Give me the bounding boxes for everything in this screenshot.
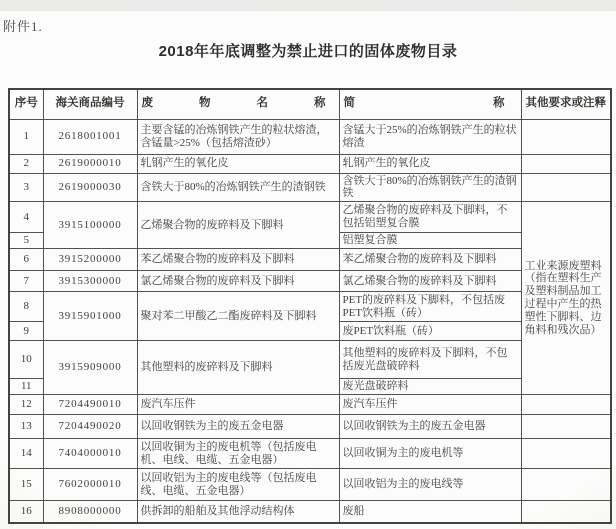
customs-code: 7602000010: [43, 469, 137, 501]
waste-name: 氯乙烯聚合物的废碎料及下脚料: [137, 271, 339, 292]
waste-name: 轧钢产生的氧化皮: [137, 154, 339, 173]
row-no: 4: [9, 202, 43, 233]
row-no: 16: [9, 501, 43, 523]
short-name: 废船: [339, 501, 521, 523]
table-row: [9, 271, 611, 292]
table-row: [9, 415, 611, 439]
header-waste-name: 废 物 名 称: [137, 89, 339, 119]
row-no: 8: [9, 292, 43, 322]
table-row: [9, 341, 611, 379]
customs-code: 2619000030: [43, 173, 137, 202]
row-no: 11: [9, 379, 43, 395]
table-row: [9, 202, 611, 233]
short-name: 轧钢产生的氧化皮: [339, 154, 521, 173]
customs-code: 3915300000: [43, 271, 137, 292]
short-name: 废光盘破碎料: [339, 379, 521, 395]
waste-name: 乙烯聚合物的废碎料及下脚料: [137, 202, 339, 249]
short-name: 含铁大于80%的冶炼钢铁产生的渣钢铁: [339, 173, 521, 202]
customs-code: 3915901000: [43, 292, 137, 341]
customs-code: 3915100000: [43, 202, 137, 249]
short-name: PET的废碎料及下脚料，不包括废PET饮料瓶（砖）: [339, 292, 521, 322]
waste-name: 含铁大于80%的冶炼钢铁产生的渣钢铁: [137, 173, 339, 202]
short-name: 以回收铝为主的废电线等: [339, 469, 521, 501]
row-no: 12: [9, 395, 43, 415]
short-name: 乙烯聚合物的废碎料及下脚料，不包括铝塑复合膜: [339, 202, 521, 233]
short-name: 含锰大于25%的冶炼钢铁产生的粒状熔渣: [339, 119, 521, 154]
short-name: 废汽车压件: [339, 395, 521, 415]
short-name: 铝塑复合膜: [339, 233, 521, 249]
table-row: [9, 501, 611, 523]
table-row: [9, 439, 611, 469]
waste-name: 以回收钢铁为主的废五金电器: [137, 415, 339, 439]
customs-code: 3915909000: [43, 341, 137, 395]
table-row: [9, 292, 611, 322]
note-cell-empty: [521, 415, 611, 439]
customs-code: 2619000010: [43, 154, 137, 173]
row-no: 7: [9, 271, 43, 292]
short-name: 以回收钢铁为主的废五金电器: [339, 415, 521, 439]
header-no: 序号: [9, 89, 43, 119]
waste-name: 聚对苯二甲酸乙二酯废碎料及下脚料: [137, 292, 339, 341]
customs-code: 7204490010: [43, 395, 137, 415]
table-row: [9, 173, 611, 202]
note-cell-empty: [521, 395, 611, 415]
table-header-row: [9, 89, 611, 119]
row-no: 2: [9, 154, 43, 173]
table-row: [9, 154, 611, 173]
row-no: 1: [9, 119, 43, 154]
table-row: [9, 119, 611, 154]
header-other-requirements: 其他要求或注释: [521, 89, 611, 119]
row-no: 6: [9, 249, 43, 271]
page-title: 2018年年底调整为禁止进口的固体废物目录: [158, 43, 458, 60]
attachment-label: 附件1.: [3, 19, 43, 34]
note-cell-empty: [521, 119, 611, 154]
waste-name: 主要含锰的冶炼钢铁产生的粒状熔渣，含锰量>25%（包括熔渣砂）: [137, 119, 339, 154]
customs-code: 3915200000: [43, 249, 137, 271]
note-cell-empty: [521, 173, 611, 202]
short-name: 苯乙烯聚合物的废碎料及下脚料: [339, 249, 521, 271]
scan-top-shading: [0, 0, 616, 11]
table-row: [9, 249, 611, 271]
table-row: [9, 395, 611, 415]
waste-name: 以回收铜为主的废电机等（包括废电机、电线、电缆、五金电器）: [137, 439, 339, 469]
row-no: 3: [9, 173, 43, 202]
header-short-name: 简 称: [339, 89, 521, 119]
header-customs-code: 海关商品编号: [43, 89, 137, 119]
waste-name: 废汽车压件: [137, 395, 339, 415]
customs-code: 2618001001: [43, 119, 137, 154]
short-name: 其他塑料的废碎料及下脚料，不包括废光盘破碎料: [339, 341, 521, 379]
note-cell-empty: [521, 154, 611, 173]
banned-waste-table: [8, 88, 612, 524]
note-cell-empty: [521, 501, 611, 523]
row-no: 9: [9, 322, 43, 341]
short-name: 氯乙烯聚合物的废碎料及下脚料: [339, 271, 521, 292]
short-name: 以回收铜为主的废电机等: [339, 439, 521, 469]
table-row: [9, 469, 611, 501]
row-no: 10: [9, 341, 43, 379]
note-cell-empty: [521, 439, 611, 469]
waste-name: 以回收铝为主的废电线等（包括废电线、电缆、五金电器）: [137, 469, 339, 501]
waste-name: 苯乙烯聚合物的废碎料及下脚料: [137, 249, 339, 271]
waste-name: 其他塑料的废碎料及下脚料: [137, 341, 339, 395]
note-cell-empty: [521, 469, 611, 501]
row-no: 5: [9, 233, 43, 249]
customs-code: 7404000010: [43, 439, 137, 469]
customs-code: 8908000000: [43, 501, 137, 523]
row-no: 13: [9, 415, 43, 439]
waste-name: 供拆卸的船舶及其他浮动结构体: [137, 501, 339, 523]
customs-code: 7204490020: [43, 415, 137, 439]
row-no: 15: [9, 469, 43, 501]
row-no: 14: [9, 439, 43, 469]
short-name: 废PET饮料瓶（砖）: [339, 322, 521, 341]
industrial-plastics-note: 工业来源废塑料（指在塑料生产及塑料制品加工过程中产生的热塑性下脚料、边角料和残次品）: [521, 202, 611, 395]
